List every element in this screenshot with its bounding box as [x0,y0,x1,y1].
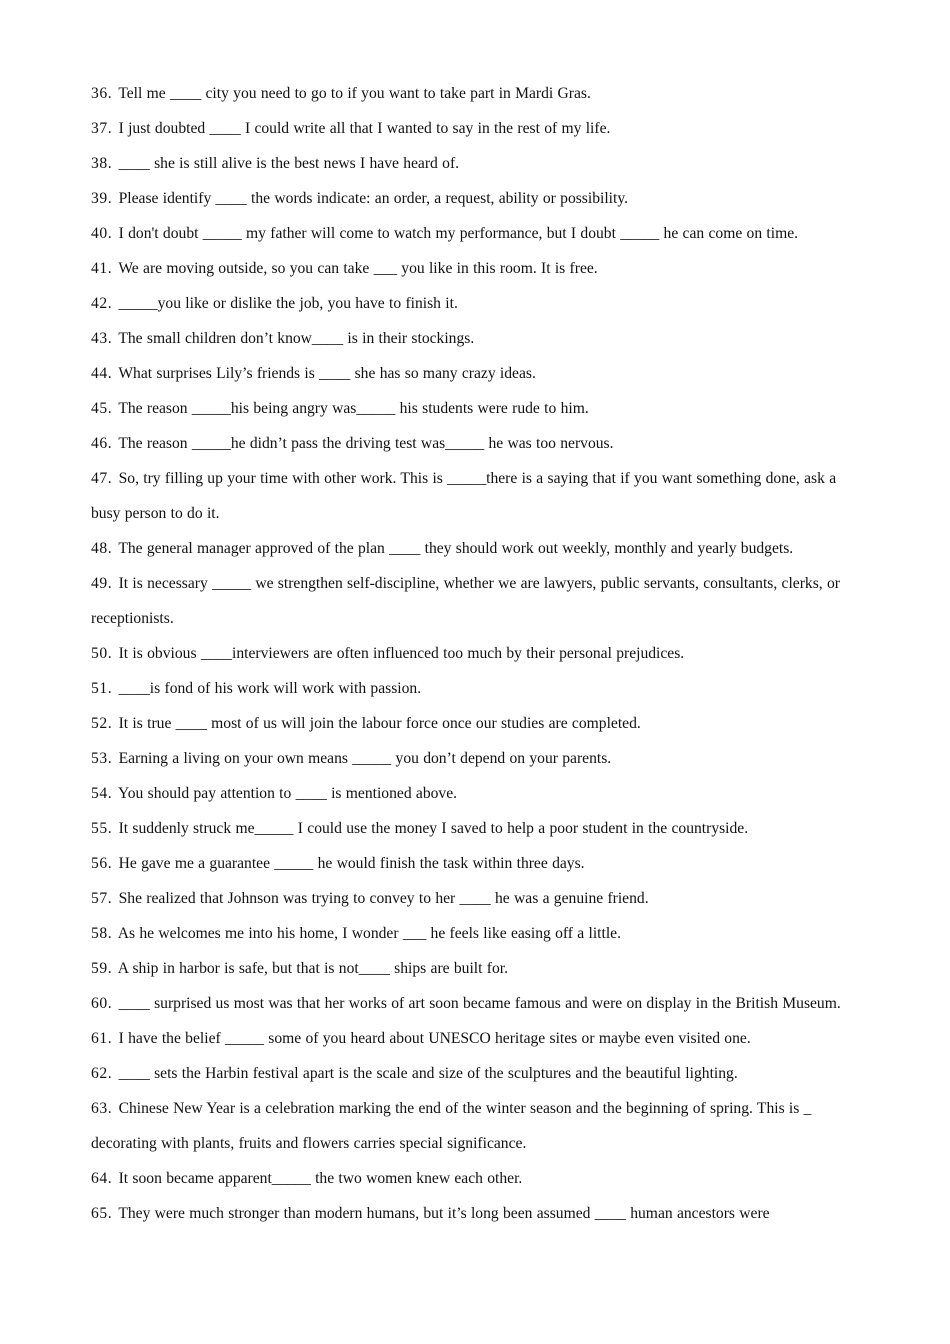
question-item [91,741,861,776]
question-text: The small children don’t know____ is in their stockings. [118,330,475,347]
question-list [91,76,861,1231]
question-number: 51. [91,680,113,697]
question-item [91,846,861,881]
question-number: 47. [91,470,113,487]
question-number: 65. [91,1205,113,1222]
question-number: 56. [91,855,113,872]
question-item [91,531,861,566]
question-number: 39. [91,190,113,207]
question-item [91,356,861,391]
question-number: 61. [91,1030,113,1047]
question-text: I don't doubt _____ my father will come to watch my performance, but I doubt _____ he can come on time. [118,225,799,242]
question-item [91,811,861,846]
question-item [91,146,861,181]
question-number: 63. [91,1100,113,1117]
question-number: 38. [91,155,113,172]
question-text: As he welcomes me into his home, I wonder ___ he feels like easing off a little. [117,925,622,942]
question-text: The reason _____he didn’t pass the driving test was_____ he was too nervous. [118,435,614,452]
question-item [91,1056,861,1091]
question-text: We are moving outside, so you can take ___ you like in this room. It is free. [118,260,598,277]
question-text: _____you like or dislike the job, you have to finish it. [118,295,458,312]
question-item [91,461,861,531]
question-text: You should pay attention to ____ is mentioned above. [118,785,458,802]
question-number: 54. [91,785,113,802]
question-number: 36. [91,85,113,102]
question-item [91,426,861,461]
question-item [91,776,861,811]
question-item [91,76,861,111]
question-text: It is necessary _____ we strengthen self-discipline, whether we are lawyers, public servants, consultants, clerks, or receptionists. [91,575,840,627]
question-text: A ship in harbor is safe, but that is not____ ships are built for. [117,960,508,977]
question-text: Tell me ____ city you need to go to if you want to take part in Mardi Gras. [118,85,591,102]
question-number: 41. [91,260,113,277]
question-text: ____ she is still alive is the best news I have heard of. [118,155,460,172]
question-text: Chinese New Year is a celebration marking the end of the winter season and the beginning of spring. This is _ decorating with plants, fruits and flowers carries special significance. [91,1100,812,1152]
question-number: 43. [91,330,113,347]
question-number: 58. [91,925,113,942]
question-text: Please identify ____ the words indicate: an order, a request, ability or possibility. [118,190,629,207]
question-item [91,251,861,286]
question-item [91,286,861,321]
question-number: 64. [91,1170,113,1187]
question-text: ____ sets the Harbin festival apart is the scale and size of the sculptures and the beautiful lighting. [118,1065,738,1082]
question-number: 57. [91,890,113,907]
question-text: The reason _____his being angry was_____ his students were rude to him. [118,400,589,417]
question-item [91,636,861,671]
question-text: What surprises Lily’s friends is ____ she has so many crazy ideas. [118,365,536,382]
question-number: 55. [91,820,113,837]
question-text: ____is fond of his work will work with passion. [118,680,422,697]
question-number: 60. [91,995,113,1012]
question-text: It is true ____ most of us will join the labour force once our studies are completed. [118,715,641,732]
question-number: 49. [91,575,113,592]
question-text: So, try filling up your time with other work. This is _____there is a saying that if you want something done, ask a busy person to do it. [91,470,837,522]
question-text: They were much stronger than modern humans, but it’s long been assumed ____ human ancestors were [118,1205,770,1222]
question-item [91,881,861,916]
question-text: The general manager approved of the plan ____ they should work out weekly, monthly and yearly budgets. [118,540,794,557]
question-number: 62. [91,1065,113,1082]
question-text: It is obvious ____interviewers are often influenced too much by their personal prejudices. [118,645,685,662]
question-text: He gave me a guarantee _____ he would finish the task within three days. [118,855,585,872]
question-item [91,1196,861,1231]
question-item [91,916,861,951]
question-item [91,1091,861,1161]
question-number: 48. [91,540,113,557]
question-item [91,111,861,146]
question-number: 40. [91,225,113,242]
question-number: 44. [91,365,113,382]
question-number: 46. [91,435,113,452]
question-item [91,1161,861,1196]
question-text: It suddenly struck me_____ I could use the money I saved to help a poor student in the countryside. [118,820,749,837]
question-item [91,986,861,1021]
question-number: 52. [91,715,113,732]
question-number: 37. [91,120,113,137]
question-text: I have the belief _____ some of you heard about UNESCO heritage sites or maybe even visited one. [118,1030,751,1047]
question-text: Earning a living on your own means _____ you don’t depend on your parents. [118,750,612,767]
question-number: 42. [91,295,113,312]
question-item [91,706,861,741]
question-text: It soon became apparent_____ the two women knew each other. [118,1170,523,1187]
question-number: 45. [91,400,113,417]
question-number: 50. [91,645,113,662]
question-item [91,566,861,636]
question-text: She realized that Johnson was trying to convey to her ____ he was a genuine friend. [118,890,649,907]
question-item [91,391,861,426]
question-item [91,321,861,356]
question-item [91,181,861,216]
question-item [91,951,861,986]
question-item [91,671,861,706]
question-text: ____ surprised us most was that her works of art soon became famous and were on display in the British Museum. [118,995,841,1012]
question-item [91,216,861,251]
question-text: I just doubted ____ I could write all that I wanted to say in the rest of my life. [118,120,611,137]
question-number: 59. [91,960,113,977]
question-item [91,1021,861,1056]
question-number: 53. [91,750,113,767]
